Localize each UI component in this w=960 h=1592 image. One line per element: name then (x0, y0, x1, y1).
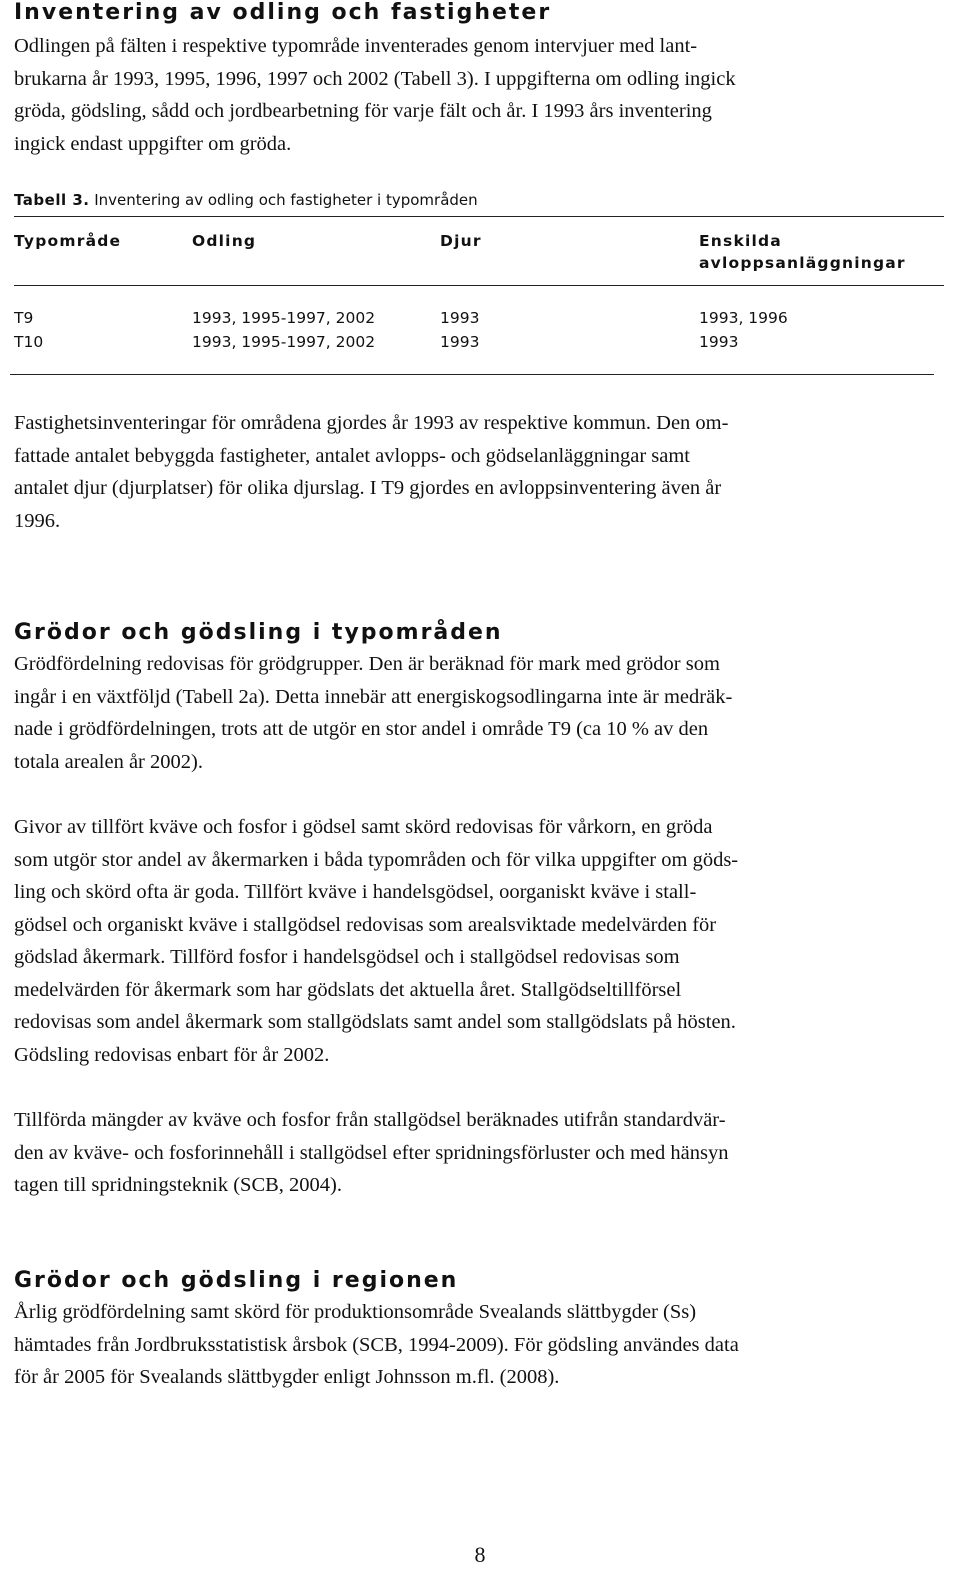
text-line: den av kväve- och fosforinnehåll i stallgödsel efter spridningsförluster och med hänsyn (14, 1141, 729, 1164)
table-caption-text: Inventering av odling och fastigheter i typområden (89, 191, 478, 209)
text-line: Grödfördelning redovisas för grödgrupper. Den är beräknad för mark med grödor som (14, 653, 720, 675)
section3-paragraph (14, 1296, 944, 1394)
text-line: 1996. (14, 509, 61, 532)
text-line: ingår i en växtföljd (Tabell 2a). Detta innebär att energiskogsodlingarna inte är medräk- (14, 685, 733, 708)
text-line: för år 2005 för Svealands slättbygder enligt Johnsson m.fl. (2008). (14, 1366, 560, 1388)
text-line: fattade antalet bebyggda fastigheter, antalet avlopps- och gödselanläggningar samt (14, 444, 690, 467)
text-line: redovisas som andel åkermark som stallgödslats samt andel som stallgödslats på hösten. (14, 1011, 736, 1033)
table-header-odling: Odling (192, 232, 257, 250)
text-line: hämtades från Jordbruksstatistisk årsbok (SCB, 1994-2009). För gödsling användes data (14, 1333, 739, 1356)
table-caption (14, 189, 478, 211)
table-header-typomrade: Typområde (14, 232, 122, 250)
table-bottom-rule (10, 374, 934, 375)
section2-paragraph-1 (14, 648, 944, 778)
text-line: medelvärden för åkermark som har gödslats det aktuella året. Stallgödseltillförsel (14, 978, 682, 1001)
text-line: brukarna år 1993, 1995, 1996, 1997 och 2002 (Tabell 3). I uppgifterna om odling ingick (14, 67, 736, 90)
text-line: totala arealen år 2002). (14, 750, 203, 773)
text-line: ingick endast uppgifter om gröda. (14, 132, 292, 155)
section-heading-regionen: Grödor och gödsling i regionen (14, 1268, 459, 1293)
table-caption-label: Tabell 3. (14, 191, 90, 209)
table-cell: 1993, 1996 (699, 309, 788, 327)
table-cell: 1993 (699, 333, 739, 351)
page-number: 8 (474, 1542, 486, 1567)
section-heading-inventering: Inventering av odling och fastigheter (14, 0, 552, 25)
text-line: nade i grödfördelningen, trots att de utgör en stor andel i område T9 (ca 10 % av den (14, 718, 709, 740)
text-line: gödslad åkermark. Tillförd fosfor i handelsgödsel och i stallgödsel redovisas som (14, 946, 680, 968)
text-line: Gödsling redovisas enbart för år 2002. (14, 1043, 330, 1066)
text-line: gödsel och organiskt kväve i stallgödsel redovisas som arealsviktade medelvärden för (14, 913, 717, 936)
fastighets-paragraph (14, 407, 944, 537)
text-line: Givor av tillfört kväve och fosfor i gödsel samt skörd redovisas för vårkorn, en gröda (14, 816, 713, 838)
text-line: tagen till spridningsteknik (SCB, 2004). (14, 1174, 342, 1196)
text-line: Odlingen på fälten i respektive typområde inventerades genom intervjuer med lant- (14, 35, 698, 57)
section2-paragraph-2 (14, 811, 944, 1071)
section-heading-typomraden: Grödor och gödsling i typområden (14, 620, 503, 645)
table-cell: T9 (14, 309, 34, 327)
section1-paragraph (14, 30, 944, 160)
table-header-djur: Djur (440, 232, 482, 250)
text-line: ling och skörd ofta är goda. Tillfört kväve i handelsgödsel, oorganiskt kväve i stall- (14, 881, 697, 903)
table-cell: 1993, 1995-1997, 2002 (192, 309, 376, 327)
table-top-rule (14, 216, 944, 217)
table-cell: 1993, 1995-1997, 2002 (192, 333, 376, 351)
text-line: Tillförda mängder av kväve och fosfor från stallgödsel beräknades utifrån standardvär- (14, 1109, 726, 1131)
table-cell: T10 (14, 333, 44, 351)
table-cell: 1993 (440, 333, 480, 351)
table-header-rule (14, 285, 944, 286)
text-line: som utgör stor andel av åkermarken i båda typområden och för vilka uppgifter om göds- (14, 848, 739, 871)
table-header-enskilda: Enskilda (699, 232, 782, 250)
text-line: Årlig grödfördelning samt skörd för produktionsområde Svealands slättbygder (Ss) (14, 1301, 697, 1323)
table-header-avlopp: avloppsanläggningar (699, 254, 906, 272)
table-cell: 1993 (440, 309, 480, 327)
text-line: antalet djur (djurplatser) för olika djurslag. I T9 gjordes en avloppsinventering även år (14, 477, 722, 499)
section2-paragraph-3 (14, 1104, 944, 1202)
text-line: Fastighetsinventeringar för områdena gjordes år 1993 av respektive kommun. Den om- (14, 412, 729, 434)
text-line: gröda, gödsling, sådd och jordbearbetning för varje fält och år. I 1993 års inventering (14, 100, 712, 122)
